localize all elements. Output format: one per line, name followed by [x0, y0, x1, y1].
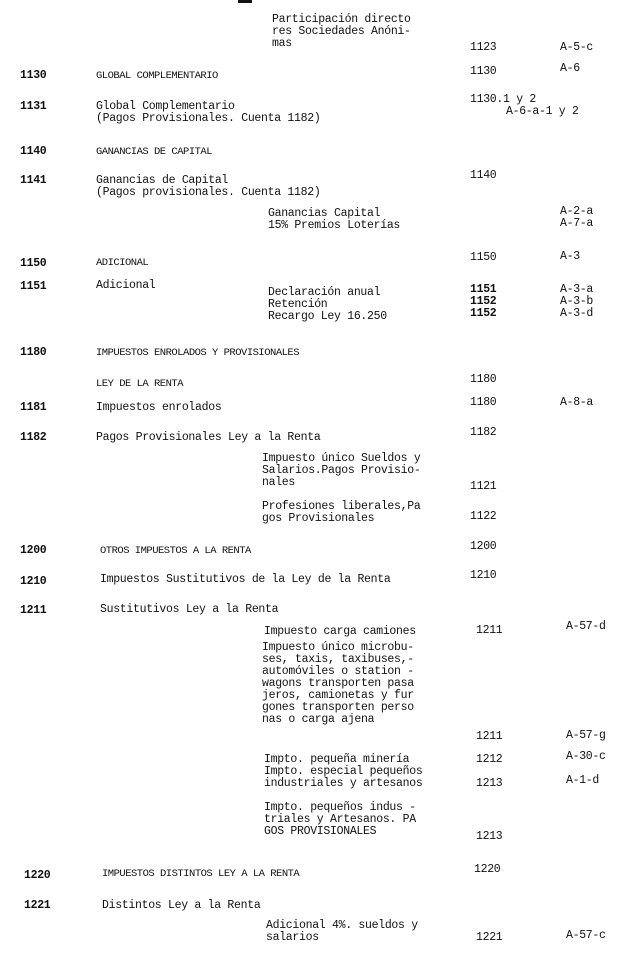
entry-1211-ref-code-2: 1211 [476, 730, 503, 743]
entry-1151-description: Declaración anual Retención Recargo Ley 16.250 [268, 286, 387, 323]
entry-1210-code: 1210 [20, 575, 47, 588]
entry-1151-ref-codes: 1151 1152 1152 [470, 283, 497, 320]
entry-1211-title: Sustitutivos Ley a la Renta [100, 603, 279, 616]
entry-1221-title: Distintos Ley a la Renta [102, 899, 261, 912]
entry-1211-ref-code-1: 1211 [476, 624, 503, 637]
entry-1131-ref-code: 1130.1 y 2 [470, 93, 537, 106]
entry-1182-code: 1182 [20, 431, 47, 444]
entry-1151-forms: A-3-a A-3-b A-3-d [560, 283, 594, 320]
entry-1150-title: ADICIONAL [96, 257, 149, 269]
entry-1211-forms-3: A-30-c A-1-d [566, 750, 606, 787]
entry-1150-form: A-3 [560, 250, 580, 263]
entry-1221-form: A-57-c [566, 929, 606, 942]
entry-1131-form: A-6-a-1 y 2 [506, 105, 579, 118]
entry-1180-title-line2: LEY DE LA RENTA [96, 378, 184, 390]
entry-1151-code: 1151 [20, 280, 47, 293]
entry-1182-description-2: Profesiones liberales,Pa gos Provisionales [262, 500, 421, 525]
entry-1131-title: Global Complementario (Pagos Provisionales. Cuenta 1182) [96, 100, 321, 125]
entry-1141-code: 1141 [20, 174, 47, 187]
entry-1141-ref-code: 1140 [470, 169, 497, 182]
entry-1180-code: 1180 [20, 346, 47, 359]
entry-1211-description-4: Impto. pequeños indus - triales y Artesanos. PA GOS PROVISIONALES [264, 801, 416, 838]
entry-1130-code: 1130 [20, 69, 47, 82]
entry-1200-code: 1200 [20, 544, 47, 557]
entry-1130-ref-code: 1130 [470, 65, 497, 78]
entry-1150-code: 1150 [20, 257, 47, 270]
entry-1211-ref-codes-3: 1212 1213 [476, 753, 503, 790]
entry-1182-description-1: Impuesto único Sueldos y Salarios.Pagos Provisio- nales [262, 452, 421, 489]
entry-1180-ref-code: 1180 [470, 373, 497, 386]
page-top-mark [238, 0, 252, 3]
entry-1200-title: OTROS IMPUESTOS A LA RENTA [100, 545, 251, 557]
entry-1181-title: Impuestos enrolados [96, 401, 222, 414]
entry-1221-ref-code: 1221 [476, 931, 503, 944]
entry-1210-title: Impuestos Sustitutivos de la Ley de la Renta [100, 573, 391, 586]
entry-1210-ref-code: 1210 [470, 569, 497, 582]
entry-1220-title: IMPUESTOS DISTINTOS LEY A LA RENTA [102, 868, 300, 880]
entry-1211-form-2: A-57-g [566, 729, 606, 742]
entry-1220-ref-code: 1220 [474, 863, 501, 876]
entry-1141-description: Ganancias Capital 15% Premios Loterías [268, 207, 401, 232]
entry-1211-description-3: Impto. pequeña minería Impto. especial pequeños industriales y artesanos [264, 753, 423, 790]
entry-1211-code: 1211 [20, 604, 47, 617]
entry-1150-ref-code: 1150 [470, 251, 497, 264]
entry-1141-form: A-2-a A-7-a [560, 205, 594, 230]
entry-1181-code: 1181 [20, 401, 47, 414]
entry-1180-title: IMPUESTOS ENROLADOS Y PROVISIONALES [96, 347, 300, 359]
entry-1123-description: Participación directo res Sociedades Anóni- mas [272, 13, 411, 50]
entry-1140-title: GANANCIAS DE CAPITAL [96, 146, 213, 158]
entry-1211-form-1: A-57-d [566, 620, 606, 633]
entry-1181-form: A-8-a [560, 396, 594, 409]
entry-1182-ref-code: 1182 [470, 426, 497, 439]
entry-1182-title: Pagos Provisionales Ley a la Renta [96, 431, 321, 444]
entry-1130-form: A-6 [560, 62, 580, 75]
entry-1182-ref-code-1: 1121 [470, 480, 497, 493]
entry-1221-code: 1221 [24, 899, 51, 912]
entry-1141-title: Ganancias de Capital (Pagos provisionales. Cuenta 1182) [96, 174, 321, 199]
entry-1123-ref-code: 1123 [470, 41, 497, 54]
entry-1182-ref-code-2: 1122 [470, 510, 497, 523]
entry-1211-description-2: Impuesto único microbu- ses, taxis, taxibuses,- automóviles o station - wagons transporten pasa jeros, camionetas y fur gones transporten perso nas o carga ajena [262, 641, 414, 726]
entry-1221-description: Adicional 4%. sueldos y salarios [266, 919, 418, 944]
entry-1181-ref-code: 1180 [470, 396, 497, 409]
entry-1123-form: A-5-c [560, 41, 594, 54]
entry-1211-description-1: Impuesto carga camiones [264, 625, 416, 638]
entry-1220-code: 1220 [24, 869, 51, 882]
entry-1211-ref-code-4: 1213 [476, 830, 503, 843]
entry-1130-title: GLOBAL COMPLEMENTARIO [96, 70, 218, 82]
entry-1200-ref-code: 1200 [470, 540, 497, 553]
entry-1140-code: 1140 [20, 145, 47, 158]
entry-1131-code: 1131 [20, 100, 47, 113]
entry-1151-title: Adicional [96, 279, 156, 292]
